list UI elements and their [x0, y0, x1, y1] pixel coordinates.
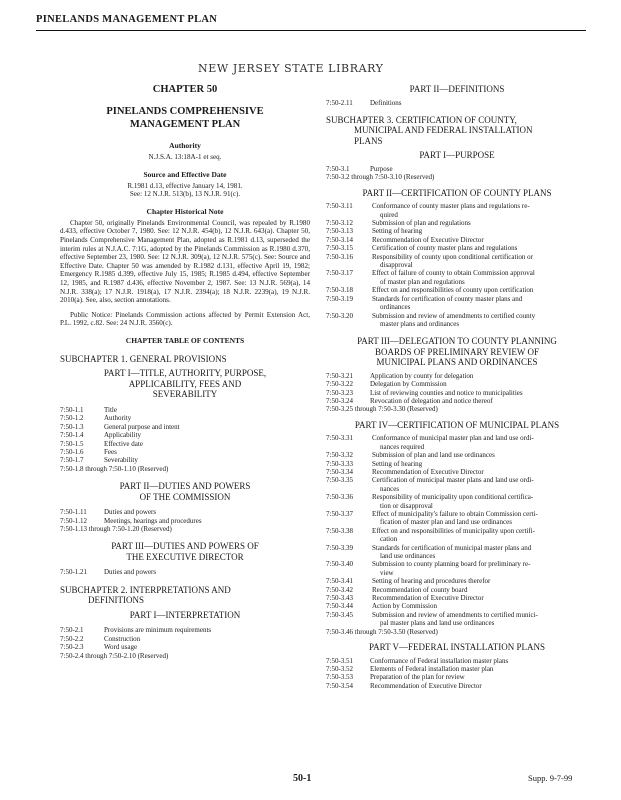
section-title-line: nances required — [380, 442, 425, 451]
section-title — [372, 468, 484, 476]
section-title-line: Standards for certification of municipal master plans and — [372, 543, 532, 552]
section-title-line: of master plan and regulations — [380, 277, 465, 286]
section-number: 7:50-1.2 — [60, 414, 84, 423]
toc-entry — [60, 456, 310, 464]
source-line: See: 12 N.J.R. 513(b), 13 N.J.R. 91(c). — [129, 190, 241, 199]
section-number: 7:50-1.7 — [60, 456, 84, 465]
toc-entry — [326, 611, 588, 628]
section-title: Meetings, hearings and procedures — [104, 516, 202, 525]
part-heading-line: THE EXECUTIVE DIRECTOR — [126, 551, 244, 562]
toc-entry — [326, 397, 588, 405]
section-title — [372, 527, 535, 544]
part-heading-line: MUNICIPAL PLANS AND ORDINANCES — [376, 357, 538, 368]
page-number: 50-1 — [293, 773, 312, 784]
source-heading: Source and Effective Date — [143, 169, 227, 179]
section-title-line: Responsibility of county upon conditional certification or — [372, 252, 533, 261]
section-title: Construction — [104, 634, 141, 643]
section-number: 7:50-3.53 — [326, 673, 354, 682]
section-title — [372, 451, 495, 459]
part-heading: PART I—INTERPRETATION — [129, 609, 241, 620]
part-heading — [326, 336, 588, 368]
part-heading-line: OF THE COMMISSION — [139, 491, 231, 502]
toc-list — [60, 406, 310, 465]
section-number: 7:50-3.41 — [326, 577, 354, 586]
toc-entry — [326, 380, 588, 388]
section-title-line: Setting of hearing — [372, 227, 423, 236]
toc-reserved: 7:50-2.4 through 7:50-2.10 (Reserved) — [60, 651, 169, 660]
subchapter-heading-line: PLANS — [354, 135, 383, 146]
toc-entry — [60, 517, 310, 525]
section-number: 7:50-3.39 — [326, 543, 354, 552]
toc-entry — [326, 602, 588, 610]
section-title — [372, 434, 534, 451]
part-heading-line: BOARDS OF PRELIMINARY REVIEW OF — [374, 346, 540, 357]
section-title — [372, 295, 522, 312]
section-number: 7:50-3.1 — [326, 164, 350, 173]
toc-list — [60, 626, 310, 651]
section-number: 7:50-1.21 — [60, 568, 88, 577]
section-title: Delegation by Commission — [370, 380, 447, 389]
authority-text: N.J.S.A. 13:18A-1 et seq. — [148, 153, 222, 161]
section-title — [372, 611, 538, 628]
section-title — [372, 602, 437, 610]
section-title-line: Effect on and responsibilities of municipality upon certifi- — [372, 526, 535, 535]
section-title: Title — [104, 405, 117, 414]
section-number: 7:50-3.36 — [326, 493, 354, 502]
section-title-line: Standards for certification of county master plans and — [372, 294, 523, 303]
section-title — [372, 493, 533, 510]
toc-entry — [60, 440, 310, 448]
toc-entry — [326, 286, 588, 294]
section-title-line: nances — [380, 484, 400, 493]
section-title-line: pal master plans and land use ordinances — [380, 619, 495, 628]
toc-entry — [326, 493, 588, 510]
section-title: Authority — [104, 414, 132, 423]
section-title-line: quired — [380, 210, 398, 219]
section-title-line: land use ordinances — [380, 552, 436, 561]
section-title-line: Submission and review of amendments to certified county — [372, 311, 536, 320]
toc-entry — [326, 468, 588, 476]
section-number: 7:50-3.11 — [326, 202, 353, 211]
toc-entry — [326, 577, 588, 585]
chapter-title-line: MANAGEMENT PLAN — [129, 119, 241, 130]
part-heading — [60, 541, 310, 562]
section-number: 7:50-3.51 — [326, 656, 354, 665]
section-title-line: ordinances — [380, 303, 411, 312]
section-number: 7:50-3.52 — [326, 665, 354, 673]
section-number: 7:50-3.54 — [326, 681, 354, 690]
section-title — [372, 510, 538, 527]
section-title-line: Recommendation of Executive Director — [372, 594, 484, 603]
section-title-line: Recommendation of Executive Director — [372, 235, 484, 244]
section-title-line: Action by Commission — [372, 602, 437, 611]
toc-entry — [60, 635, 310, 643]
section-number: 7:50-1.6 — [60, 447, 84, 456]
section-number: 7:50-1.12 — [60, 516, 88, 525]
section-title — [372, 244, 517, 252]
section-number: 7:50-2.2 — [60, 634, 84, 643]
section-title — [372, 544, 531, 561]
section-title: Purpose — [370, 164, 393, 173]
chapter-heading: CHAPTER 50 — [152, 84, 218, 95]
section-title: General purpose and intent — [104, 422, 180, 431]
section-title-line: fication of master plan and land use ordinances — [380, 518, 512, 527]
section-number: 7:50-3.42 — [326, 585, 354, 594]
section-number: 7:50-3.44 — [326, 602, 354, 611]
subchapter-heading: SUBCHAPTER 1. GENERAL PROVISIONS — [60, 353, 227, 364]
toc-entry — [60, 626, 310, 634]
section-title — [372, 269, 535, 286]
toc-entry — [326, 451, 588, 459]
toc-entry — [60, 406, 310, 414]
toc-list — [326, 202, 588, 328]
toc-list — [60, 508, 310, 525]
section-title — [372, 594, 484, 602]
section-title: Provisions are minimum requirements — [104, 626, 212, 635]
section-title — [372, 253, 533, 270]
chapter-title-line: PINELANDS COMPREHENSIVE — [106, 106, 264, 117]
toc-reserved: 7:50-1.13 through 7:50-1.20 (Reserved) — [60, 524, 172, 533]
toc-entry — [60, 568, 310, 576]
section-title-line: cation — [380, 535, 398, 544]
toc-entry — [326, 560, 588, 577]
header-rule — [36, 30, 586, 31]
toc-list — [326, 165, 588, 173]
section-title-line: master plans and ordinances — [380, 319, 460, 328]
section-title-line: Certification of municipal master plans and land use ordi- — [372, 476, 534, 485]
toc-entry — [60, 643, 310, 651]
section-number: 7:50-3.17 — [326, 269, 354, 278]
part-heading-line: PART I—TITLE, AUTHORITY, PURPOSE, — [103, 368, 267, 379]
section-title — [372, 577, 490, 585]
chapter-title — [60, 105, 310, 131]
section-title-line: tion or disapproval — [380, 501, 433, 510]
toc-entry — [60, 423, 310, 431]
section-title-line: disapproval — [380, 261, 413, 270]
section-title — [372, 476, 534, 493]
toc-reserved: 7:50-3.25 through 7:50-3.30 (Reserved) — [326, 405, 438, 414]
toc-entry — [326, 253, 588, 270]
left-column — [60, 84, 310, 660]
subchapter-heading-line: MUNICIPAL AND FEDERAL INSTALLATION — [354, 125, 533, 136]
section-title-line: Recommendation of Executive Director — [372, 467, 484, 476]
toc-entry — [326, 544, 588, 561]
subchapter-heading-line: SUBCHAPTER 3. CERTIFICATION OF COUNTY, — [326, 114, 517, 125]
toc-entry — [326, 510, 588, 527]
section-number: 7:50-3.14 — [326, 235, 354, 244]
section-title: Applicability — [104, 431, 141, 440]
section-title: Fees — [104, 447, 117, 456]
toc-entry — [60, 508, 310, 516]
section-title-line: Submission to county planning board for preliminary re- — [372, 560, 531, 569]
part-heading-line: SEVERABILITY — [152, 389, 218, 400]
subchapter-heading — [60, 585, 310, 606]
toc-entry — [326, 594, 588, 602]
part-heading: PART V—FEDERAL INSTALLATION PLANS — [368, 642, 545, 653]
section-number: 7:50-3.40 — [326, 560, 354, 569]
section-title-line: Conformance of county master plans and regulations re- — [372, 202, 530, 211]
part-heading — [60, 481, 310, 502]
section-title-line: Responsibility of municipality upon conditional certifica- — [372, 493, 534, 502]
section-number: 7:50-2.11 — [326, 98, 353, 107]
section-title: Duties and powers — [104, 568, 157, 577]
toc-entry — [326, 586, 588, 594]
source-line: R.1981 d.13, effective January 14, 1981. — [127, 181, 243, 190]
section-title-line: Submission and review of amendments to certified munici- — [372, 610, 538, 619]
section-number: 7:50-3.19 — [326, 294, 354, 303]
toc-entry — [326, 673, 588, 681]
toc-reserved: 7:50-1.8 through 7:50-1.10 (Reserved) — [60, 464, 169, 473]
section-number: 7:50-3.23 — [326, 388, 354, 397]
section-title: Severability — [104, 456, 138, 465]
toc-entry — [326, 527, 588, 544]
section-number: 7:50-1.5 — [60, 439, 84, 448]
section-number: 7:50-3.45 — [326, 610, 354, 619]
section-number: 7:50-2.3 — [60, 643, 84, 652]
section-number: 7:50-3.43 — [326, 594, 354, 603]
toc-entry — [326, 202, 588, 219]
toc-entry — [326, 269, 588, 286]
toc-heading: CHAPTER TABLE OF CONTENTS — [125, 335, 245, 345]
part-heading-line: APPLICABILITY, FEES AND — [128, 378, 242, 389]
authority-heading: Authority — [169, 141, 201, 150]
subchapter-heading — [326, 115, 588, 147]
section-number: 7:50-1.4 — [60, 431, 84, 440]
toc-entry — [326, 244, 588, 252]
section-number: 7:50-1.3 — [60, 422, 84, 431]
section-number: 7:50-1.1 — [60, 405, 84, 414]
right-column — [326, 84, 588, 690]
section-title: Elements of Federal installation master plan — [370, 665, 494, 673]
section-title: Effective date — [104, 439, 143, 448]
supplement-date: Supp. 9-7-99 — [528, 773, 573, 783]
section-number: 7:50-3.13 — [326, 227, 354, 236]
section-title — [372, 202, 530, 219]
section-number: 7:50-3.22 — [326, 380, 354, 389]
section-title-line: Recommendation of county board — [372, 585, 468, 594]
section-number: 7:50-3.37 — [326, 510, 354, 518]
section-title: Conformance of Federal installation master plans — [370, 656, 509, 665]
toc-list — [326, 434, 588, 627]
library-stamp: NEW JERSEY STATE LIBRARY — [198, 62, 384, 75]
subchapter-heading-line: SUBCHAPTER 2. INTERPRETATIONS AND — [60, 584, 231, 595]
subchapter-heading-line: DEFINITIONS — [88, 595, 144, 606]
toc-entry — [326, 657, 588, 665]
section-number: 7:50-3.15 — [326, 244, 354, 253]
toc-entry — [326, 389, 588, 397]
section-number: 7:50-3.21 — [326, 371, 354, 380]
section-title-line: Submission of plan and regulations — [372, 219, 471, 228]
section-title — [372, 460, 422, 468]
section-number: 7:50-1.11 — [60, 508, 87, 517]
toc-entry — [60, 431, 310, 439]
section-number: 7:50-3.31 — [326, 434, 354, 443]
section-title: Revocation of delegation and notice thereof — [370, 397, 493, 406]
section-title-line: Setting of hearing — [372, 459, 423, 468]
section-title: Definitions — [370, 98, 402, 107]
part-heading-line: PART III—DELEGATION TO COUNTY PLANNING — [357, 336, 557, 347]
part-heading-line: PART II—DUTIES AND POWERS — [119, 481, 251, 492]
section-title — [372, 227, 422, 235]
section-title: Recommendation of Executive Director — [370, 681, 482, 690]
toc-entry — [326, 460, 588, 468]
section-title-line: Effect on and responsibilities of county upon certification — [372, 286, 534, 295]
section-number: 7:50-3.24 — [326, 397, 354, 406]
historical-note-heading: Chapter Historical Note — [146, 206, 224, 216]
part-heading: PART I—PURPOSE — [419, 150, 495, 161]
section-number: 7:50-3.38 — [326, 526, 354, 535]
toc-entry — [326, 476, 588, 493]
toc-entry — [326, 372, 588, 380]
toc-entry — [326, 295, 588, 312]
section-title-line: Setting of hearing and procedures therefor — [372, 577, 491, 586]
section-number: 7:50-3.35 — [326, 476, 354, 485]
toc-entry — [326, 236, 588, 244]
section-title: Word usage — [104, 643, 138, 652]
toc-list — [326, 99, 588, 107]
section-number: 7:50-3.32 — [326, 451, 354, 460]
section-title — [372, 560, 530, 577]
section-title-line: Certification of county master plans and regulations — [372, 244, 518, 253]
section-title: Duties and powers — [104, 508, 157, 517]
part-heading: PART IV—CERTIFICATION OF MUNICIPAL PLANS — [354, 419, 560, 430]
section-number: 7:50-3.33 — [326, 459, 354, 468]
toc-entry — [60, 414, 310, 422]
section-title-line: Effect of failure of county to obtain Commission approval — [372, 269, 535, 278]
section-title — [372, 312, 535, 329]
toc-entry — [326, 665, 588, 673]
toc-entry — [326, 99, 588, 107]
section-number: 7:50-3.34 — [326, 467, 354, 476]
section-title — [372, 236, 484, 244]
section-title: Application by county for delegation — [370, 371, 474, 380]
section-title-line: view — [380, 568, 394, 577]
toc-entry — [326, 219, 588, 227]
section-number: 7:50-3.18 — [326, 286, 354, 295]
public-notice-text: Public Notice: Pinelands Commission actions affected by Permit Extension Act, P.L. 1992, c.82. See: 24 N.J.R. 3560(c). — [60, 310, 310, 328]
section-number: 7:50-3.16 — [326, 252, 354, 261]
toc-entry — [326, 165, 588, 173]
historical-note-text: Chapter 50, originally Pinelands Environmental Council, was repealed by R.1980 d.433, effective October 7, 1980. See: 12 N.J.R. 454(b), 12 N.J.R. 643(a). Chapter 50, Pinelands Comprehensive Management Plan, adopted as R.1981 d.13, superseded the interim rules at N.J.A.C. 7:1G, adopted by the Pinelands Commission as R.1980 d.370, effective September 23, 1980. See: 12 N.J.R. 309(a), 12 N.J.R. 575(c). See: Source and Effective Date. Chapter 50 was amended by R.1982 d.131, effective April 19, 1982; Emergency R.1985 d.399, effective July 15, 1985; R.1985 d.494, effective September 12, 1985, and R.1987 d.436, effective November 2, 1987. See: 13 N.J.R. 569(a), 14 N.J.R. 338(a); 17 N.J.R. 1918(a), 17 N.J.R. 2394(a); 18 N.J.R. 2239(a), 19 N.J.R. 2010(a). See, also, section annotations. — [60, 218, 310, 305]
section-title-line: Effect of municipality's failure to obtain Commission certi- — [372, 510, 538, 518]
section-title-line: Conformance of municipal master plan and land use ordi- — [372, 434, 534, 443]
toc-entry — [326, 434, 588, 451]
running-header: PINELANDS MANAGEMENT PLAN — [36, 14, 218, 25]
toc-list — [60, 568, 310, 576]
part-heading-line: PART III—DUTIES AND POWERS OF — [111, 541, 259, 552]
toc-list — [326, 657, 588, 691]
toc-entry — [326, 682, 588, 690]
section-title-line: Submission of plan and land use ordinances — [372, 451, 495, 460]
section-number: 7:50-3.20 — [326, 311, 354, 320]
part-heading: PART II—CERTIFICATION OF COUNTY PLANS — [362, 187, 552, 198]
toc-entry — [326, 312, 588, 329]
part-heading — [60, 368, 310, 400]
section-title — [372, 286, 533, 294]
section-title: List of reviewing counties and notice to municipalities — [370, 388, 523, 397]
toc-entry — [326, 227, 588, 235]
section-title — [372, 586, 467, 594]
toc-list — [326, 372, 588, 406]
section-title: Preparation of the plan for review — [370, 673, 465, 682]
toc-reserved: 7:50-3.46 through 7:50-3.50 (Reserved) — [326, 627, 438, 636]
toc-entry — [60, 448, 310, 456]
section-number: 7:50-3.12 — [326, 219, 354, 228]
part-heading: PART II—DEFINITIONS — [409, 84, 505, 94]
section-title — [372, 219, 471, 227]
toc-reserved: 7:50-3.2 through 7:50-3.10 (Reserved) — [326, 173, 435, 182]
section-number: 7:50-2.1 — [60, 626, 84, 635]
